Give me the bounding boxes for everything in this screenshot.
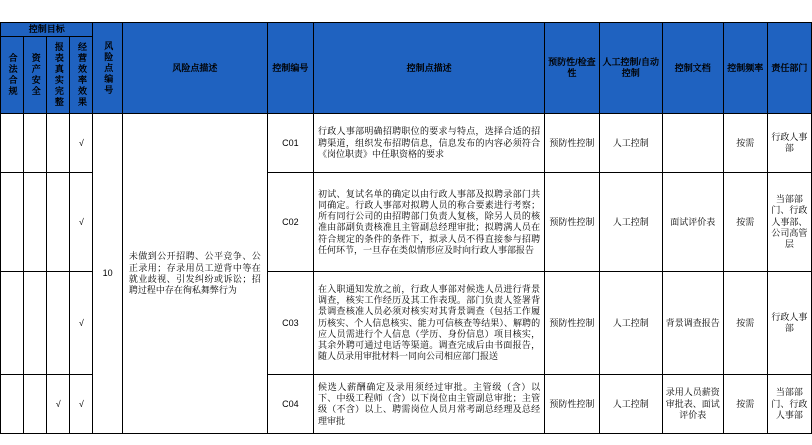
cell-manual: 人工控制 [599, 114, 662, 173]
cell-risk-no: 10 [93, 114, 122, 434]
cell-report [47, 272, 70, 375]
cell-report [47, 173, 70, 272]
top-whitespace [0, 0, 812, 22]
cell-asset [24, 375, 47, 434]
header-operating-efficiency: 经营效率效果 [70, 37, 93, 114]
cell-efficiency: √ [70, 272, 93, 375]
cell-legal [1, 173, 24, 272]
cell-ctrl-no: C02 [267, 173, 313, 272]
cell-report [47, 114, 70, 173]
cell-ctrl-no: C01 [267, 114, 313, 173]
cell-doc: 录用人员薪资审批表、面试评价表 [662, 375, 723, 434]
cell-dept: 当部部门、行政人事部 [767, 375, 811, 434]
header-control-frequency: 控制频率 [723, 23, 767, 114]
cell-freq: 按需 [723, 114, 767, 173]
cell-prevent: 预防性控制 [545, 375, 600, 434]
header-manual-auto: 人工控制/自动控制 [599, 23, 662, 114]
cell-doc: 面试评价表 [662, 173, 723, 272]
header-responsible-dept: 责任部门 [767, 23, 811, 114]
cell-ctrl-desc: 初试、复试名单的确定以由行政人事部及拟聘录部门共同确定。行政人事部对拟聘人员的称合要素进行考察；所有同行公司的由招聘部门负责人复核，除另人员的核准由部副负责核准且主管副总经理审批；拟聘满人员在符合规定的条件的条件下，拟录人员不得直接参与招聘任何环节，一旦存在类似情形应及时向行政人事部报告 [314, 173, 545, 272]
cell-manual: 人工控制 [599, 173, 662, 272]
cell-freq: 按需 [723, 272, 767, 375]
header-asset-safety: 资产安全 [24, 37, 47, 114]
header-ctrl-desc: 控制点描述 [314, 23, 545, 114]
cell-prevent: 预防性控制 [545, 114, 600, 173]
header-legal-compliance: 合法合规 [1, 37, 24, 114]
cell-asset [24, 114, 47, 173]
cell-asset [24, 173, 47, 272]
header-risk-desc: 风险点描述 [122, 23, 267, 114]
cell-prevent: 预防性控制 [545, 272, 600, 375]
header-control-doc: 控制文档 [662, 23, 723, 114]
cell-efficiency: √ [70, 173, 93, 272]
cell-efficiency: √ [70, 375, 93, 434]
cell-ctrl-no: C04 [267, 375, 313, 434]
control-matrix-table [0, 22, 812, 434]
cell-dept: 当部部门、行政人事部、公司高管层 [767, 173, 811, 272]
cell-ctrl-desc: 行政人事部明确招聘职位的要求与特点，选择合适的招聘渠道，组织发布招聘信息，信息发布的内容必须符合《岗位职责》中任职资格的要求 [314, 114, 545, 173]
cell-manual: 人工控制 [599, 375, 662, 434]
cell-dept: 行政人事部 [767, 114, 811, 173]
table-row[interactable] [1, 114, 812, 173]
cell-doc [662, 114, 723, 173]
cell-legal [1, 114, 24, 173]
header-risk-no: 风险点编号 [93, 23, 122, 114]
cell-legal [1, 272, 24, 375]
cell-ctrl-desc: 在入职通知发放之前，行政人事部对候选人员进行背景调查，核实工作经历及其工作表现。部门负责人签署背景调查核准人员必须对核实对其背景调查（包括工作履历核实、个人信息核实、能力可信核查等结果）、解聘的应人员需进行个人信息（学历、身份信息）项目核实，其余外聘可通过电话等渠道。调查完成后由书面报告，随人员录用审批材料一同向公司相应部门报送 [314, 272, 545, 375]
cell-ctrl-desc: 候选人薪酬确定及录用须经过审批。主管级（含）以下、中级工程师（含）以下岗位由主管副总审批；主管级（不含）以上、聘需岗位人员月常考副总经理及总经理审批 [314, 375, 545, 434]
header-ctrl-no: 控制编号 [267, 23, 313, 114]
header-prevent-detect: 预防性/检查性 [545, 23, 600, 114]
cell-dept: 行政人事部 [767, 272, 811, 375]
header-row-group [1, 23, 812, 37]
cell-ctrl-no: C03 [267, 272, 313, 375]
cell-report: √ [47, 375, 70, 434]
cell-manual: 人工控制 [599, 272, 662, 375]
cell-legal [1, 375, 24, 434]
header-report-truth: 报表真实完整 [47, 37, 70, 114]
cell-prevent: 预防性控制 [545, 173, 600, 272]
cell-efficiency: √ [70, 114, 93, 173]
cell-asset [24, 272, 47, 375]
cell-risk-desc: 未做到公开招聘、公平竞争、公正录用；存录用员工逆背中等在就业歧视、引发纠纷或诉讼；招聘过程中存在徇私舞弊行为 [122, 114, 267, 434]
cell-freq: 按需 [723, 173, 767, 272]
header-control-objective: 控制目标 [1, 23, 93, 37]
cell-doc: 背景调查报告 [662, 272, 723, 375]
cell-freq: 按需 [723, 375, 767, 434]
